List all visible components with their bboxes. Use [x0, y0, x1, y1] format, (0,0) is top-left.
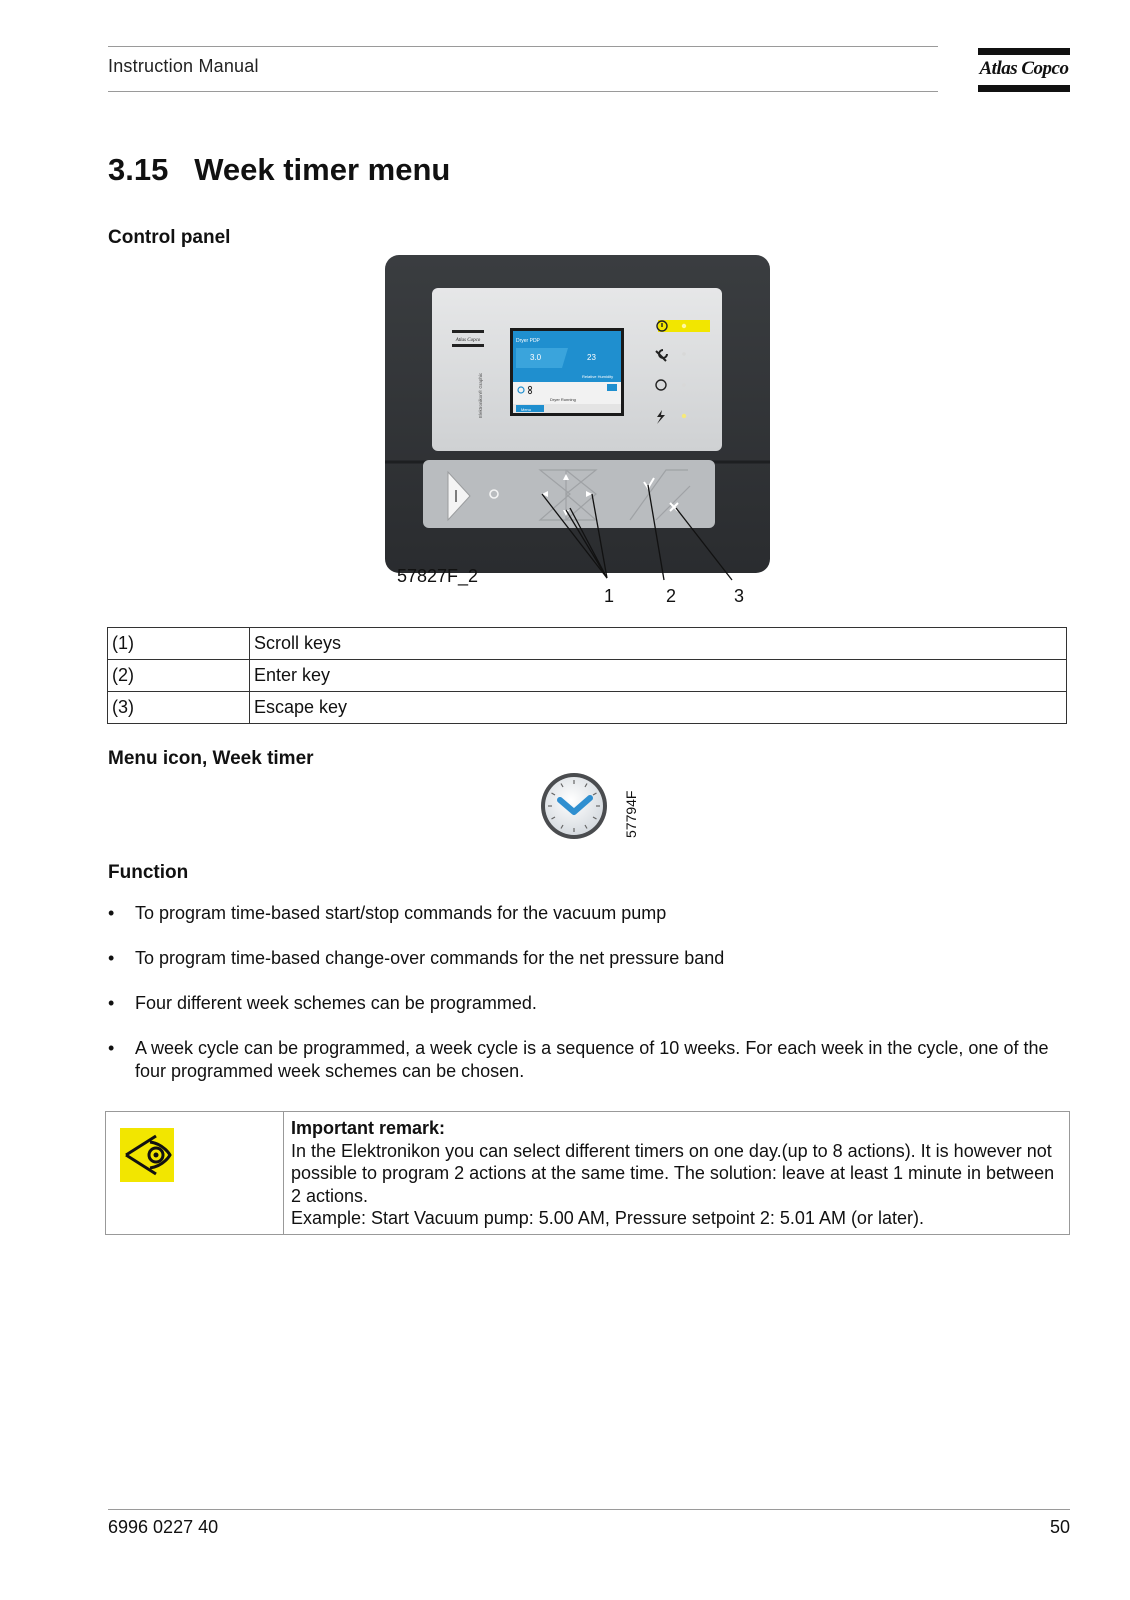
- table-cell-number: (1): [108, 628, 250, 660]
- function-list: [108, 902, 1070, 1105]
- table-row: [108, 660, 1067, 692]
- remark-text: [291, 1117, 1061, 1230]
- section-title: [108, 152, 450, 188]
- screen-value-left: 3.0: [530, 353, 542, 362]
- function-heading: Function: [108, 862, 189, 883]
- panel-side-text: Elektronikon® Graphic: [478, 372, 483, 418]
- callout-2: 2: [666, 586, 677, 606]
- remark-title: Important remark:: [291, 1118, 446, 1138]
- screen-status: Dryer Running: [550, 397, 576, 402]
- table-row: [108, 628, 1067, 660]
- table-row: [108, 692, 1067, 724]
- atlas-copco-logo: [978, 48, 1070, 94]
- screen-label-right: Relative Humidity: [582, 374, 614, 379]
- list-item: • To program time-based start/stop commands for the vacuum pump: [108, 902, 1070, 925]
- remark-divider: [283, 1112, 284, 1234]
- figure-id: 57827F_2: [397, 566, 479, 586]
- table-cell-label: Escape key: [250, 692, 1067, 724]
- remark-line: Example: Start Vacuum pump: 5.00 AM, Pressure setpoint 2: 5.01 AM (or later).: [291, 1208, 924, 1228]
- screen-value-right: 23: [587, 353, 596, 362]
- clock-figure-id-text: 57794F: [623, 790, 639, 838]
- table-cell-label: Enter key: [250, 660, 1067, 692]
- panel-brand: Atlas Copco: [455, 338, 481, 343]
- list-item: • To program time-based change-over commands for the net pressure band: [108, 947, 1070, 970]
- eye-warning-icon: [120, 1128, 174, 1182]
- section-title-text: Week timer menu: [194, 152, 451, 187]
- section-number: 3.15: [108, 152, 169, 187]
- screen-title: Dryer PDP: [516, 338, 540, 344]
- keys-table: [107, 627, 1067, 724]
- footer-doc-number: 6996 0227 40: [108, 1517, 219, 1537]
- remark-line: In the Elektronikon you can select different timers on one day.(up to 8 actions). It is however not possible to program 2 actions at the same time. The solution: leave at least 1 minute in between 2 actions.: [291, 1140, 1055, 1206]
- important-remark-box: [105, 1111, 1070, 1235]
- control-panel-figure: [370, 250, 790, 620]
- clock-icon: [538, 770, 610, 842]
- header-title: Instruction Manual: [108, 56, 259, 76]
- footer-rule: [108, 1509, 1070, 1510]
- logo-text: Atlas Copco: [979, 58, 1069, 79]
- control-panel-heading: Control panel: [108, 227, 231, 248]
- screen-menu: Menu: [521, 407, 532, 412]
- clock-figure-id: [618, 774, 642, 844]
- list-item: • A week cycle can be programmed, a week cycle is a sequence of 10 weeks. For each week in the cycle, one of the four programmed week schemes can be chosen.: [108, 1037, 1070, 1083]
- callout-3: 3: [734, 586, 745, 606]
- callout-1: 1: [604, 586, 615, 606]
- header-bottom-rule: [108, 91, 938, 92]
- footer-page-number: 50: [1049, 1517, 1070, 1537]
- table-cell-label: Scroll keys: [250, 628, 1067, 660]
- table-cell-number: (3): [108, 692, 250, 724]
- header-top-rule: [108, 46, 938, 47]
- menu-icon-heading: Menu icon, Week timer: [108, 748, 314, 769]
- list-item: • Four different week schemes can be programmed.: [108, 992, 1070, 1015]
- table-cell-number: (2): [108, 660, 250, 692]
